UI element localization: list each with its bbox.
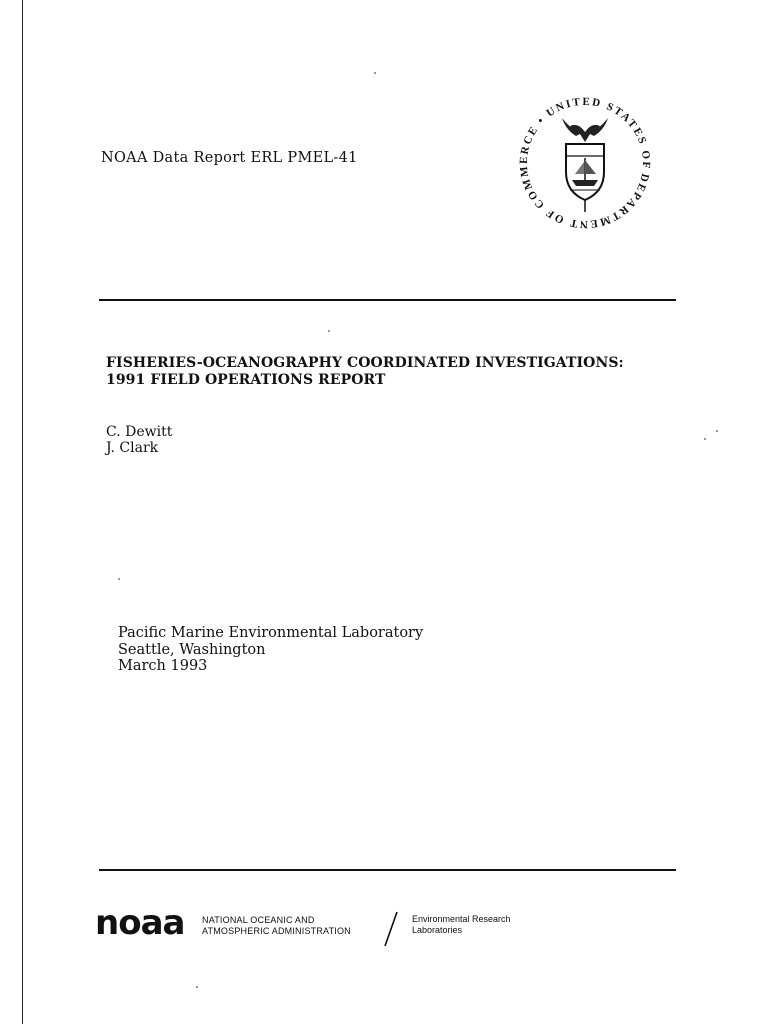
binding-edge-line <box>22 0 23 1024</box>
affiliation-block <box>118 625 423 675</box>
scan-speck <box>118 578 120 580</box>
slash-divider <box>383 911 399 947</box>
scan-speck <box>704 438 706 440</box>
publication-date: March 1993 <box>118 658 208 674</box>
scan-speck <box>196 986 198 988</box>
author-2: J. Clark <box>106 440 159 456</box>
author-1: C. Dewitt <box>106 424 173 440</box>
agency-name <box>202 915 351 937</box>
institution-location: Seattle, Washington <box>118 641 266 658</box>
lab-name <box>412 914 511 936</box>
scan-speck <box>374 72 376 74</box>
report-title <box>106 355 624 389</box>
department-of-commerce-seal <box>510 88 660 238</box>
bottom-divider <box>99 869 676 871</box>
top-divider <box>99 299 676 301</box>
scan-speck <box>716 430 718 432</box>
footer-branding <box>95 903 695 946</box>
seal-text: DEPARTMENT OF COMMERCE • UNITED STATES OF <box>517 95 653 231</box>
title-line-2: 1991 FIELD OPERATIONS REPORT <box>106 372 386 388</box>
institution-name: Pacific Marine Environmental Laboratory <box>118 625 424 641</box>
report-series-id: NOAA Data Report ERL PMEL-41 <box>101 150 358 166</box>
title-line-1: FISHERIES-OCEANOGRAPHY COORDINATED INVESTIGATIONS: <box>106 355 624 371</box>
agency-line-2: ATMOSPHERIC ADMINISTRATION <box>202 926 351 936</box>
lab-line-2: Laboratories <box>412 925 463 935</box>
scan-speck <box>328 330 330 332</box>
agency-line-1: NATIONAL OCEANIC AND <box>202 915 315 925</box>
noaa-logo: noaa <box>95 903 185 943</box>
lab-line-1: Environmental Research <box>412 914 511 924</box>
author-list <box>106 424 172 456</box>
